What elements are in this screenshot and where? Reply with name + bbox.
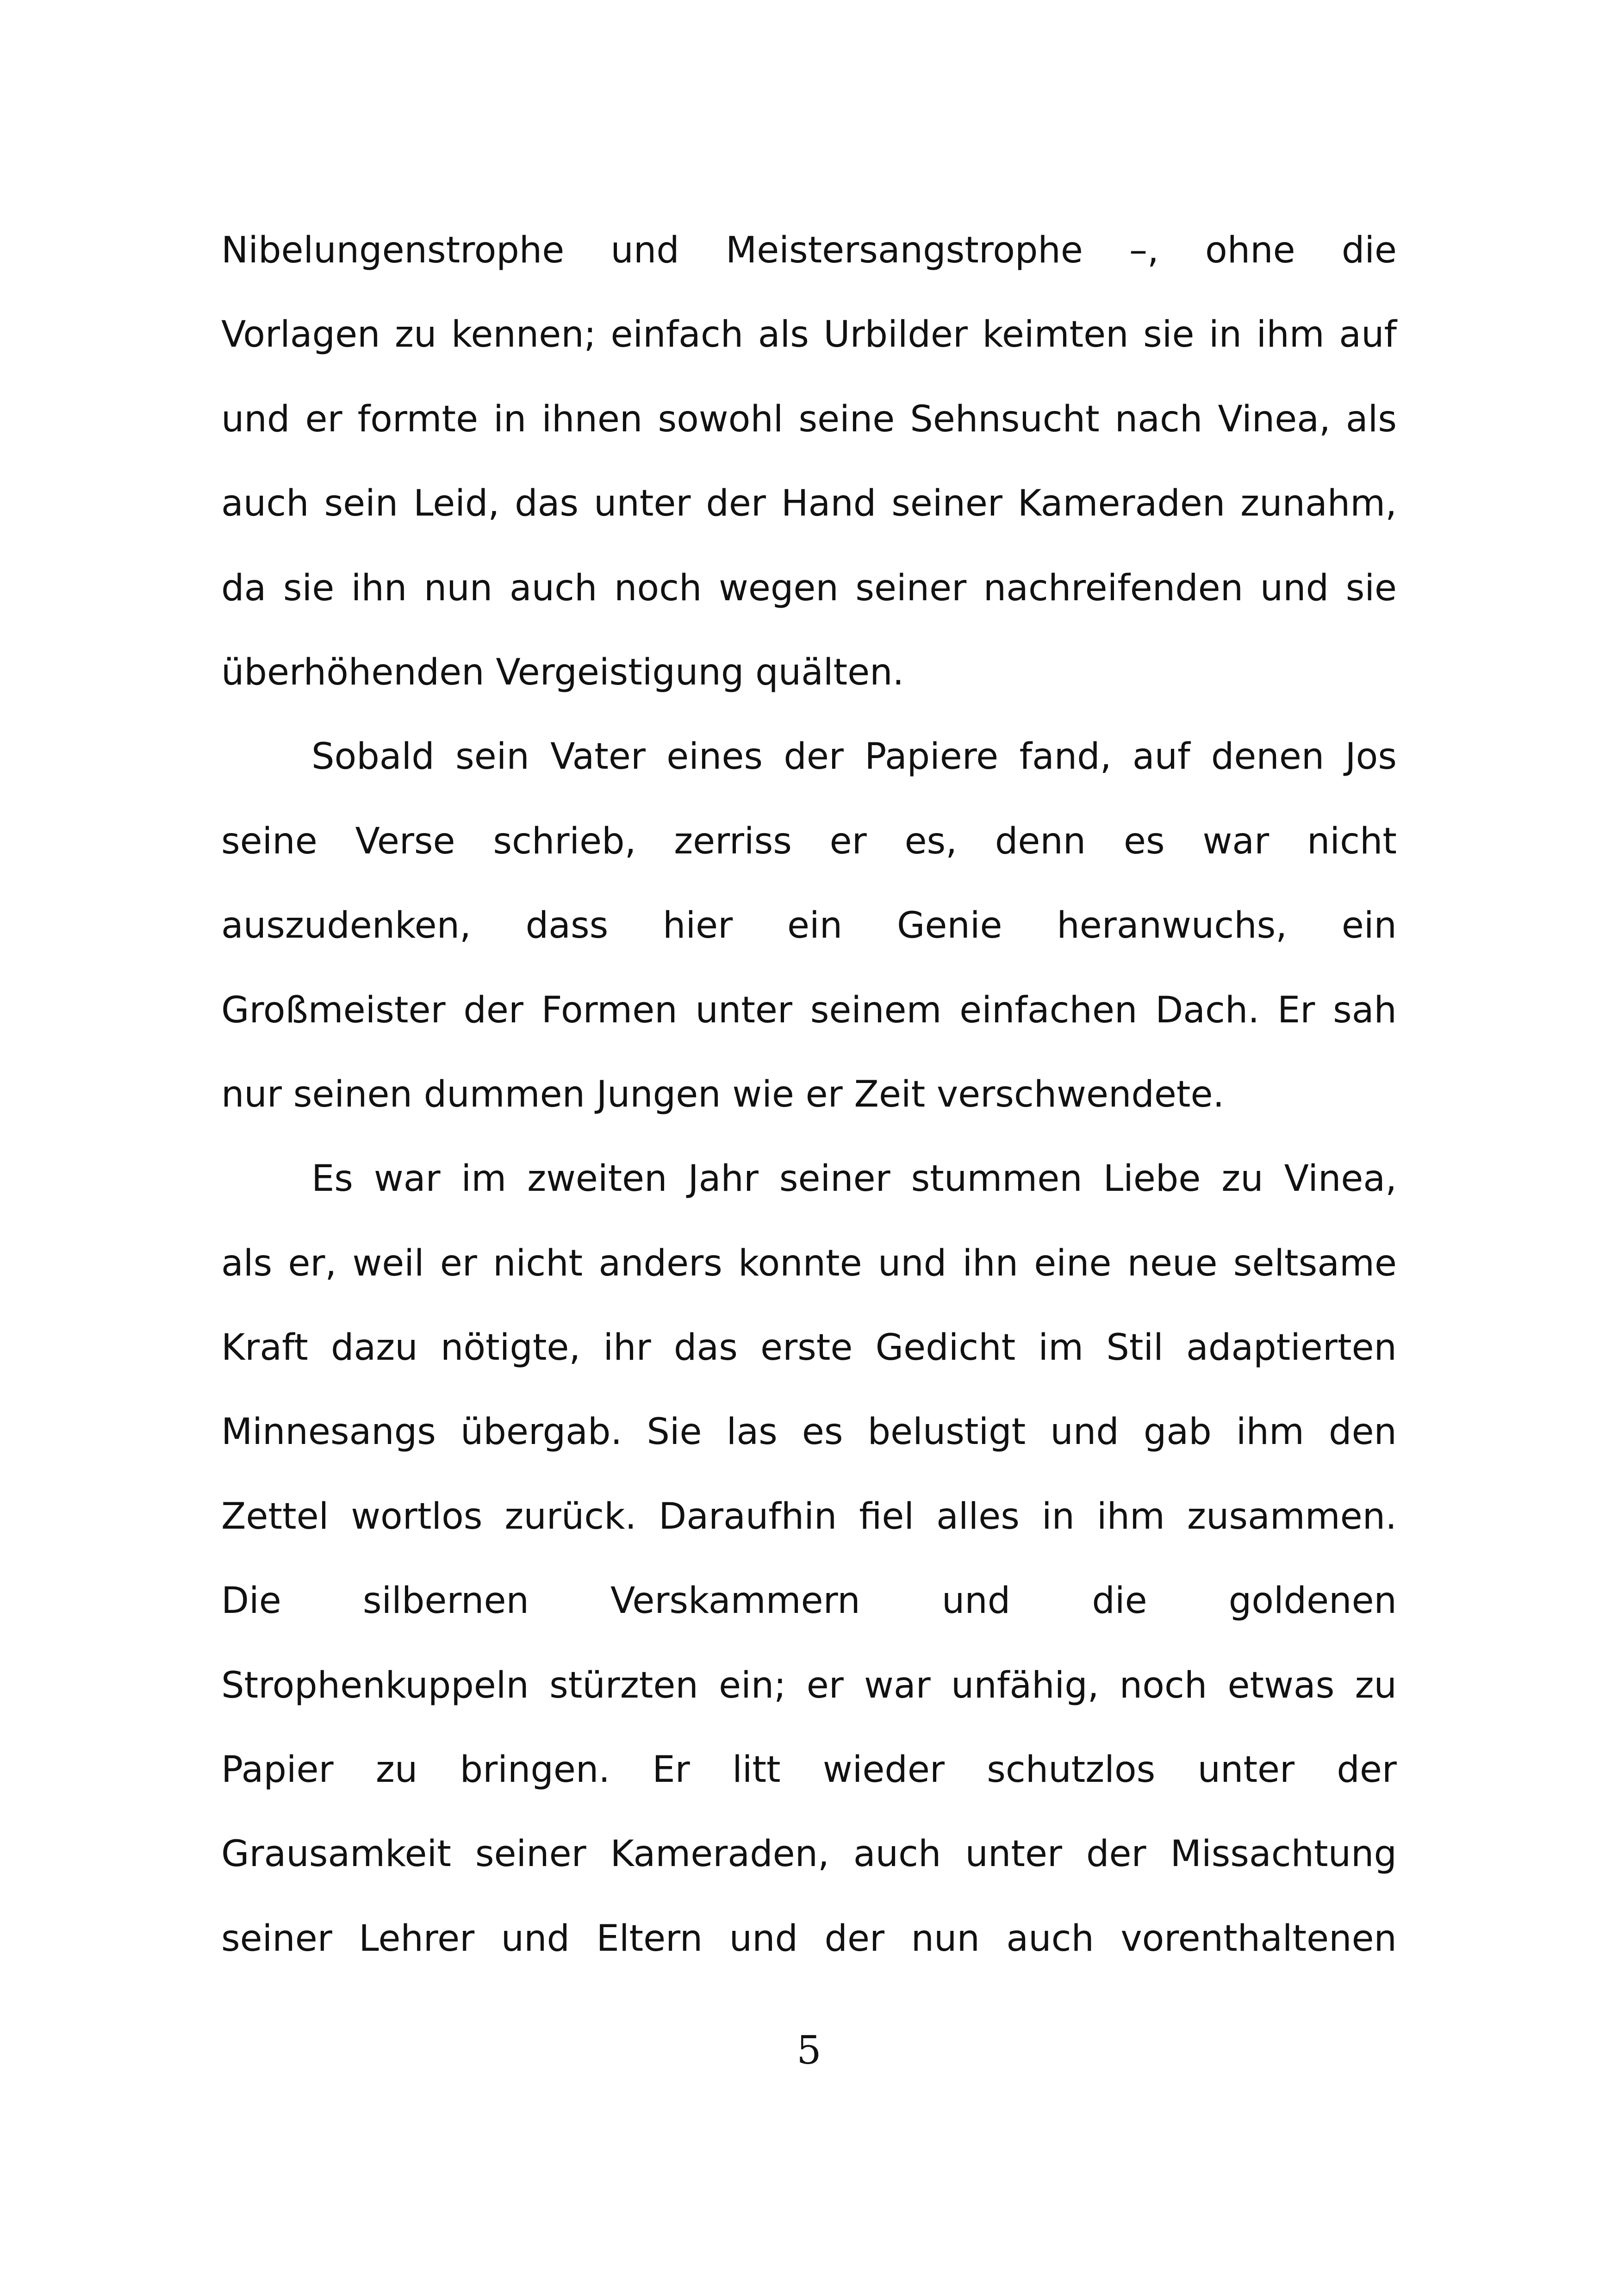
text-line: als er, weil er nicht anders konnte und ihn eine neue seltsame	[221, 1242, 1397, 1284]
paragraph-2	[221, 715, 1397, 1137]
paragraph-3	[221, 1137, 1397, 1981]
paragraph-1	[221, 208, 1397, 715]
text-line: Kraft dazu nötigte, ihr das erste Gedicht im Stil adaptierten	[221, 1327, 1397, 1369]
text-line: Großmeister der Formen unter seinem einfachen Dach. Er sah	[221, 989, 1397, 1031]
text-line: Grausamkeit seiner Kameraden, auch unter der Missachtung	[221, 1833, 1397, 1875]
text-line: Zettel wortlos zurück. Daraufhin fiel alles in ihm zusammen.	[221, 1495, 1397, 1537]
text-line: Vorlagen zu kennen; einfach als Urbilder keimten sie in ihm auf	[221, 314, 1397, 356]
text-line: da sie ihn nun auch noch wegen seiner nachreifenden und sie	[221, 567, 1397, 609]
text-line: auch sein Leid, das unter der Hand seiner Kameraden zunahm,	[221, 483, 1397, 525]
text-line: Minnesangs übergab. Sie las es belustigt und gab ihm den	[221, 1411, 1397, 1453]
text-line: Nibelungenstrophe und Meistersangstrophe –, ohne die	[221, 230, 1397, 271]
body-text	[221, 208, 1397, 1981]
text-line: Strophenkuppeln stürzten ein; er war unfähig, noch etwas zu	[221, 1664, 1397, 1706]
text-line: nur seinen dummen Jungen wie er Zeit verschwendete.	[221, 1073, 1225, 1115]
text-line: Die silbernen Verskammern und die goldenen	[221, 1580, 1397, 1622]
text-line: Papier zu bringen. Er litt wieder schutzlos unter der	[221, 1749, 1397, 1791]
page-number: 5	[797, 2028, 821, 2073]
text-line: Sobald sein Vater eines der Papiere fand, auf denen Jos	[311, 736, 1397, 778]
text-line: auszudenken, dass hier ein Genie heranwuchs, ein	[221, 905, 1397, 947]
text-line: Es war im zweiten Jahr seiner stummen Liebe zu Vinea,	[311, 1158, 1397, 1200]
text-line: seine Verse schrieb, zerriss er es, denn es war nicht	[221, 820, 1397, 862]
text-line: und er formte in ihnen sowohl seine Sehnsucht nach Vinea, als	[221, 398, 1397, 440]
text-line: überhöhenden Vergeistigung quälten.	[221, 651, 904, 693]
text-line: seiner Lehrer und Eltern und der nun auch vorenthaltenen	[221, 1917, 1397, 1960]
